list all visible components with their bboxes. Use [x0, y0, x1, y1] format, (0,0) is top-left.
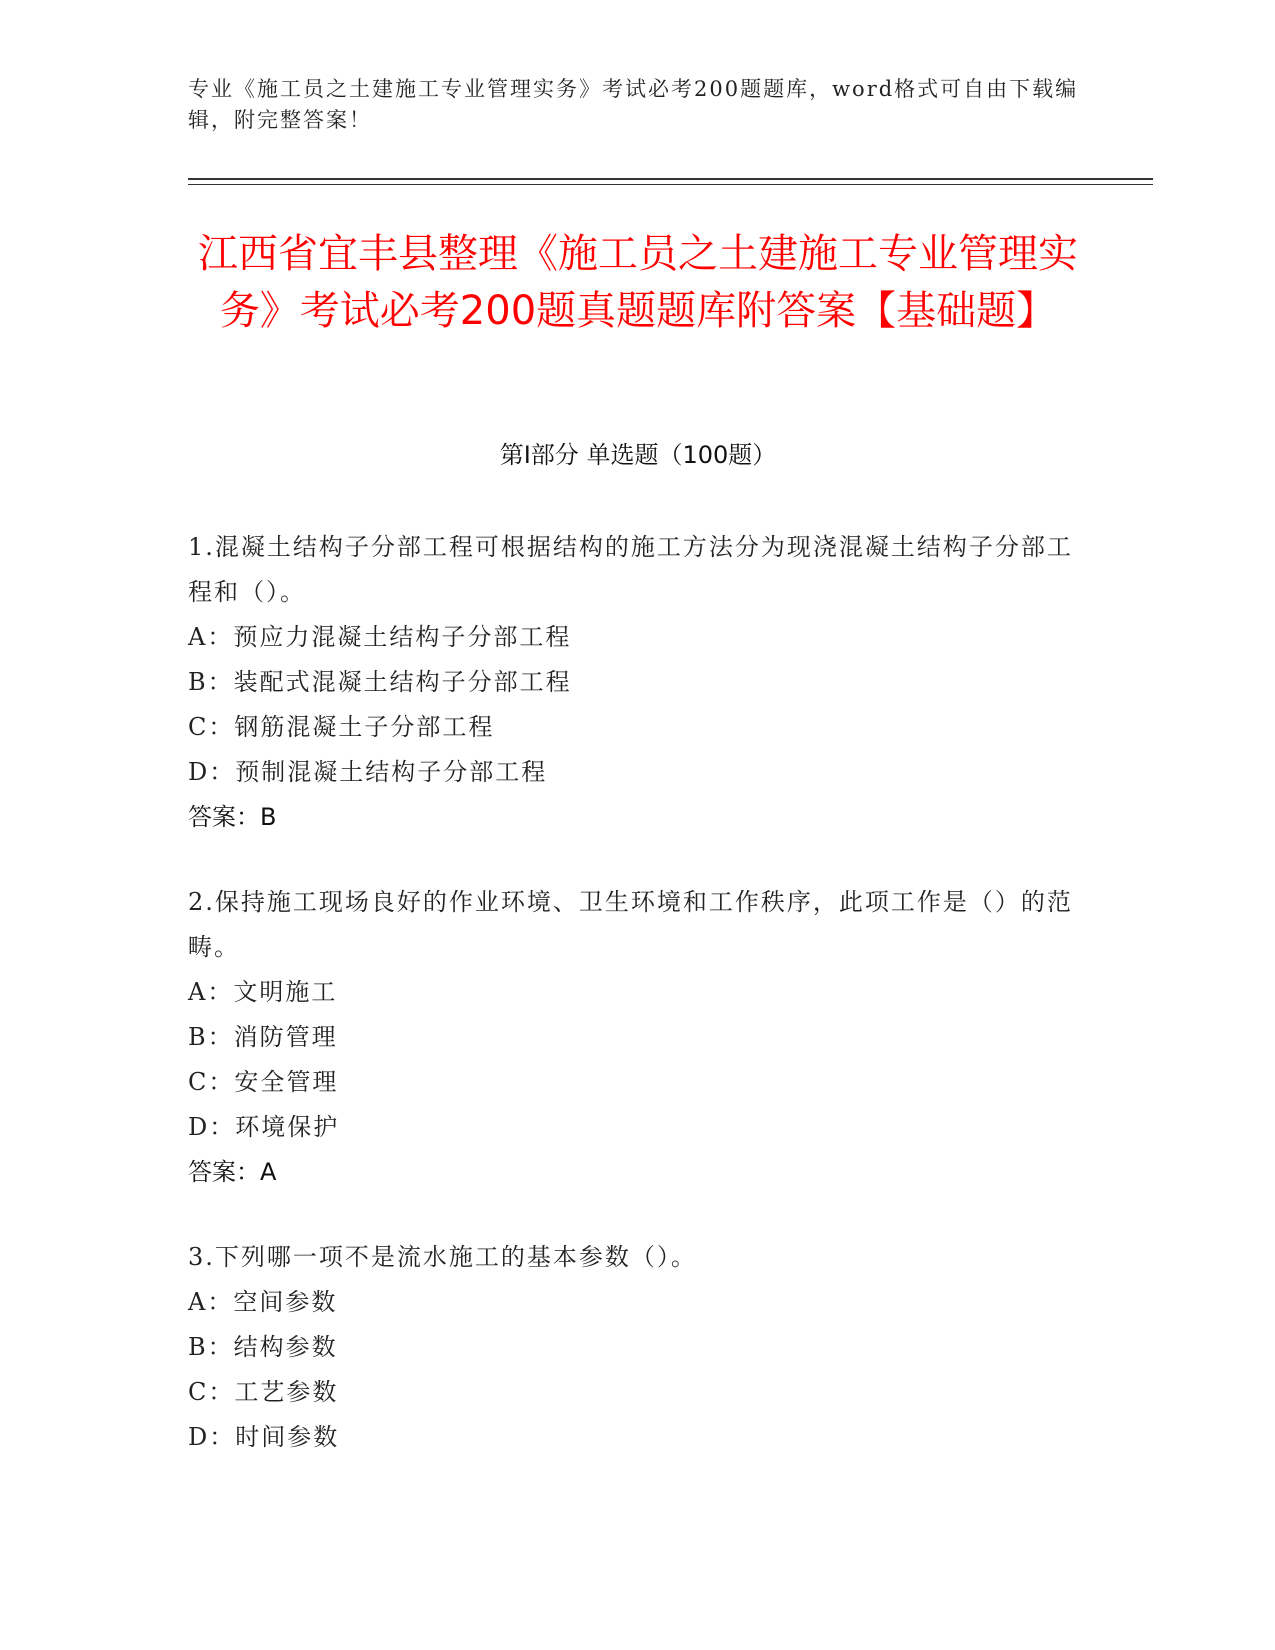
option-c: C：钢筋混凝土子分部工程: [188, 713, 495, 741]
header-divider-thick: [188, 178, 1153, 180]
option-a: A：预应力混凝土结构子分部工程: [188, 623, 572, 651]
question-3: [188, 1235, 1088, 1460]
option-b: B：结构参数: [188, 1333, 338, 1361]
question-stem: 1.混凝土结构子分部工程可根据结构的施工方法分为现浇混凝土结构子分部工程和（）。: [188, 533, 1073, 606]
option-d: D：时间参数: [188, 1423, 340, 1451]
document-title: 江西省宜丰县整理《施工员之土建施工专业管理实务》考试必考200题真题题库附答案【基础题】: [198, 231, 1078, 334]
option-c: C：工艺参数: [188, 1378, 339, 1406]
question-1: [188, 525, 1088, 840]
option-a: A：空间参数: [188, 1288, 338, 1316]
option-a: A：文明施工: [188, 978, 338, 1006]
section-heading: 第Ⅰ部分 单选题（100题）: [499, 441, 777, 469]
answer-text: 答案：B: [188, 803, 277, 831]
question-stem: 2.保持施工现场良好的作业环境、卫生环境和工作秩序，此项工作是（）的范畴。: [188, 888, 1073, 961]
option-c: C：安全管理: [188, 1068, 339, 1096]
question-list: [188, 525, 1088, 1500]
option-b: B：装配式混凝土结构子分部工程: [188, 668, 572, 696]
question-stem: 3.下列哪一项不是流水施工的基本参数（）。: [188, 1243, 697, 1271]
question-2: [188, 880, 1088, 1195]
header-note: 专业《施工员之土建施工专业管理实务》考试必考200题题库，word格式可自由下载编辑，附完整答案！: [188, 77, 1079, 132]
option-b: B：消防管理: [188, 1023, 338, 1051]
option-d: D：预制混凝土结构子分部工程: [188, 758, 548, 786]
option-d: D：环境保护: [188, 1113, 340, 1141]
answer-text: 答案：A: [188, 1158, 277, 1186]
header-divider-thin: [188, 184, 1153, 185]
